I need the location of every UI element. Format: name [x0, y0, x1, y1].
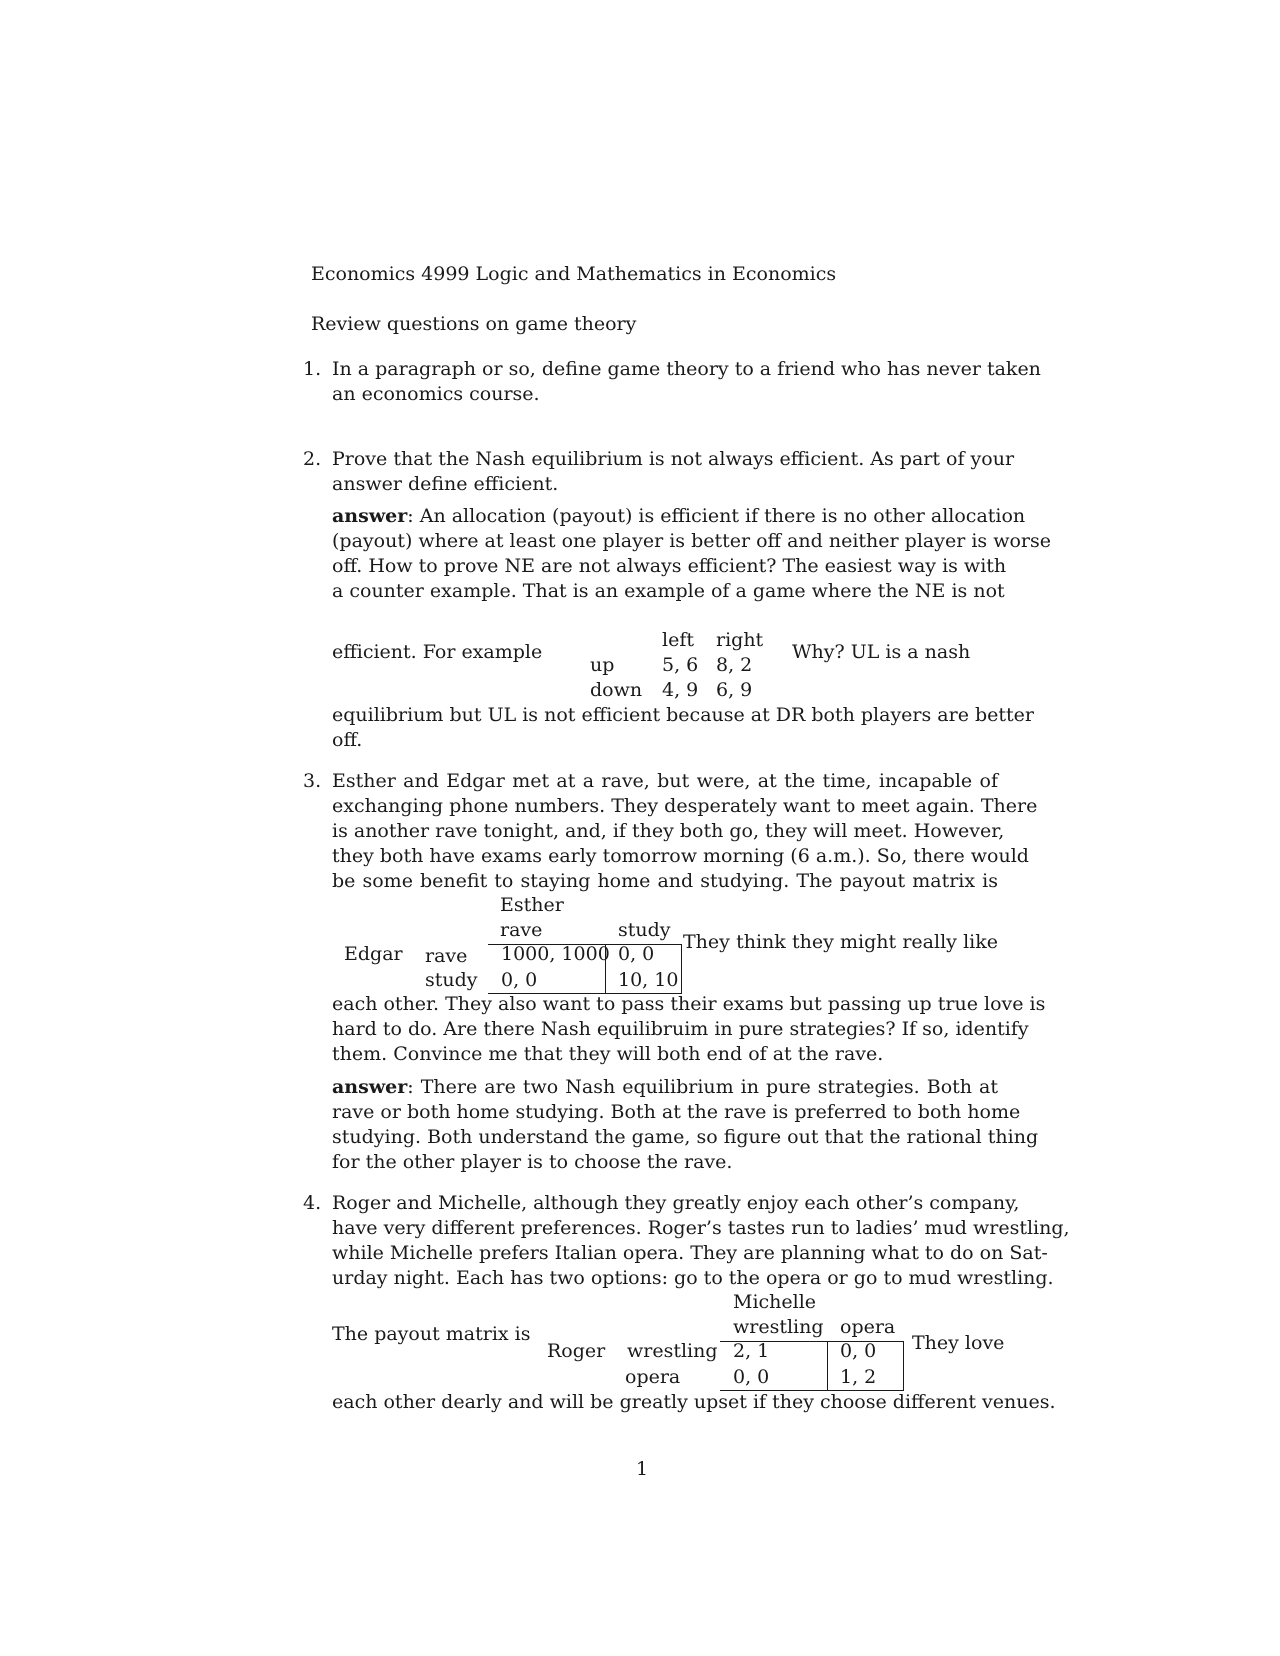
question-text-line: each other. They also want to pass their exams but passing up true love is — [332, 993, 1046, 1015]
question-number: 4. — [303, 1192, 322, 1214]
row-player-label: Edgar — [344, 943, 403, 965]
question-text-line: is another rave tonight, and, if they both go, they will meet. However, — [332, 820, 1005, 842]
inline-text-left: efficient. For example — [332, 641, 543, 663]
matrix-cell: 1, 2 — [840, 1366, 877, 1388]
inline-text-left: The payout matrix is — [332, 1323, 531, 1345]
document-subtitle: Review questions on game theory — [311, 313, 637, 335]
question-text-line: equilibrium but UL is not efficient because at DR both players are better — [332, 704, 1034, 726]
column-header: study — [618, 919, 671, 941]
question-text-line: Roger and Michelle, although they greatly enjoy each other’s company, — [332, 1192, 1020, 1214]
answer-text-line: for the other player is to choose the rave. — [332, 1151, 733, 1173]
matrix-cell: 5, 6 — [662, 654, 699, 676]
matrix-cell: 2, 1 — [733, 1340, 770, 1362]
column-header: left — [662, 629, 694, 651]
column-header: right — [716, 629, 764, 651]
question-text-line: while Michelle prefers Italian opera. They are planning what to do on Sat- — [332, 1242, 1048, 1264]
row-header: down — [590, 679, 643, 701]
matrix-cell: 0, 0 — [618, 943, 655, 965]
answer-text-line: rave or both home studying. Both at the rave is preferred to both home — [332, 1101, 1021, 1123]
matrix-cell: 0, 0 — [840, 1340, 877, 1362]
inline-text-right: Why? UL is a nash — [792, 641, 971, 663]
answer-first-line — [332, 1075, 998, 1099]
question-text-line: have very different preferences. Roger’s tastes run to ladies’ mud wrestling, — [332, 1217, 1070, 1239]
matrix-border — [720, 1341, 904, 1342]
matrix-cell: 10, 10 — [618, 969, 679, 991]
question-text-line: exchanging phone numbers. They desperately want to meet again. There — [332, 795, 1038, 817]
matrix-border — [827, 1341, 828, 1390]
matrix-border — [681, 944, 682, 993]
column-header: wrestling — [733, 1316, 824, 1338]
row-header: study — [425, 969, 478, 991]
answer-label: answer — [332, 1076, 408, 1098]
question-number: 3. — [303, 770, 322, 792]
answer-text: : There are two Nash equilibrium in pure strategies. Both at — [407, 1076, 998, 1098]
page-number: 1 — [636, 1458, 649, 1480]
column-player-label: Esther — [500, 894, 564, 916]
inline-text-right: They think they might really like — [683, 931, 998, 953]
column-header: rave — [500, 919, 543, 941]
row-header: wrestling — [627, 1340, 718, 1362]
matrix-cell: 0, 0 — [733, 1366, 770, 1388]
question-number: 2. — [303, 448, 322, 470]
question-text-line: hard to do. Are there Nash equilibruim in pure strategies? If so, identify — [332, 1018, 1029, 1040]
answer-text-line: studying. Both understand the game, so figure out that the rational thing — [332, 1126, 1039, 1148]
question-text-line: urday night. Each has two options: go to the opera or go to mud wrestling. — [332, 1267, 1054, 1289]
row-header: up — [590, 654, 615, 676]
matrix-border — [903, 1341, 904, 1390]
question-number: 1. — [303, 358, 322, 380]
question-text-line: an economics course. — [332, 383, 540, 405]
question-text-line: answer define efficient. — [332, 473, 559, 495]
matrix-cell: 1000, 1000 — [501, 943, 610, 965]
column-player-label: Michelle — [733, 1291, 817, 1313]
question-text-line: off. — [332, 729, 363, 751]
matrix-border — [605, 944, 606, 993]
inline-text-right: They love — [912, 1332, 1005, 1354]
answer-text-line: (payout) where at least one player is better off and neither player is worse — [332, 530, 1051, 552]
matrix-cell: 0, 0 — [501, 969, 538, 991]
answer-text: : An allocation (payout) is efficient if there is no other allocation — [407, 505, 1026, 527]
question-text-line: each other dearly and will be greatly upset if they choose different venues. — [332, 1391, 1056, 1413]
row-header: rave — [425, 945, 468, 967]
question-text-line: them. Convince me that they will both end of at the rave. — [332, 1043, 884, 1065]
matrix-cell: 6, 9 — [716, 679, 753, 701]
matrix-cell: 4, 9 — [662, 679, 699, 701]
question-text-line: Esther and Edgar met at a rave, but were, at the time, incapable of — [332, 770, 998, 792]
question-text-line: In a paragraph or so, define game theory to a friend who has never taken — [332, 358, 1041, 380]
row-player-label: Roger — [547, 1340, 606, 1362]
matrix-cell: 8, 2 — [716, 654, 753, 676]
answer-text-line: a counter example. That is an example of a game where the NE is not — [332, 580, 1005, 602]
row-header: opera — [625, 1366, 681, 1388]
answer-label: answer — [332, 505, 408, 527]
answer-first-line — [332, 504, 1026, 528]
question-text-line: Prove that the Nash equilibrium is not always efficient. As part of your — [332, 448, 1015, 470]
question-text-line: be some benefit to staying home and studying. The payout matrix is — [332, 870, 998, 892]
column-header: opera — [840, 1316, 896, 1338]
document-title: Economics 4999 Logic and Mathematics in Economics — [311, 263, 837, 285]
question-text-line: they both have exams early tomorrow morning (6 a.m.). So, there would — [332, 845, 1029, 867]
matrix-border — [488, 944, 682, 945]
answer-text-line: off. How to prove NE are not always efficient? The easiest way is with — [332, 555, 1007, 577]
